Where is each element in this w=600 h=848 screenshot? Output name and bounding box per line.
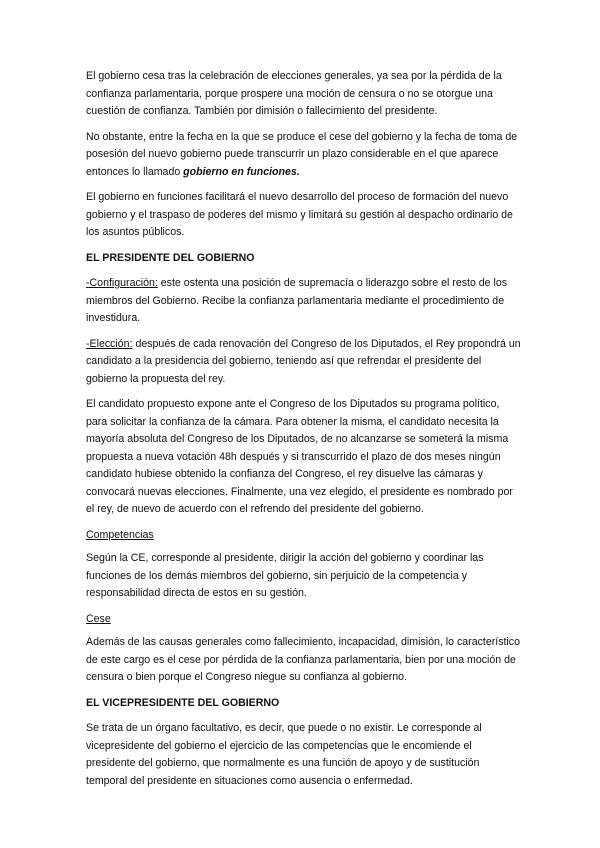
emphasized-term: gobierno en funciones. (183, 165, 300, 178)
heading-presidente: EL PRESIDENTE DEL GOBIERNO (86, 251, 255, 264)
paragraph-competencias: Según la CE, corresponde al presidente, dirigir la acción del gobierno y coordinar las funciones de los demás miembros del gobierno, sin perjuicio de la competencia y responsabilidad directa de estos en su gestión. (86, 552, 484, 599)
paragraph-vicepresidente: Se trata de un órgano facultativo, es decir, que puede o no existir. Le corresponde al vicepresidente del gobierno el ejercicio de las competencias que le encomiende el presidente del gobierno, que normalmente es una función de apoyo y de sustitución temporal del presidente en situaciones como ausencia o enfermedad. (86, 722, 482, 787)
label-configuracion: -Configuración: (86, 277, 158, 289)
text-eleccion: después de cada renovación del Congreso de los Diputados, el Rey propondrá un candidato a la presidencia del gobierno, teniendo así que refrendar el presidente del gobierno la propuesta del rey. (86, 337, 521, 385)
paragraph-cese-gobierno: El gobierno cesa tras la celebración de elecciones generales, ya sea por la pérdida de la confianza parlamentaria, porque prospere una moción de censura o no se otorgue una cuestión de confianza. También por dimisión o fallecimiento del presidente. (86, 70, 502, 117)
paragraph-cese: Además de las causas generales como fallecimiento, incapacidad, dimisión, lo característico de este cargo es el cese por pérdida de la confianza parlamentaria, bien por una moción de censura o bien porque el Congreso niegue su confianza al gobierno. (86, 636, 520, 683)
paragraph-eleccion (86, 336, 522, 389)
paragraph-text: No obstante, entre la fecha en la que se produce el cese del gobierno y la fecha de toma de posesión del nuevo gobierno puede transcurrir un plazo considerable en el que aparece entonces lo llamado (86, 130, 518, 178)
paragraph-configuracion (86, 275, 522, 328)
paragraph-gobierno-funciones-intro (86, 129, 522, 182)
subheading-competencias: Competencias (86, 528, 154, 541)
subheading-cese: Cese (86, 612, 111, 625)
paragraph-gobierno-funciones: El gobierno en funciones facilitará el nuevo desarrollo del proceso de formación del nuevo gobierno y el traspaso de poderes del mismo y limitará su gestión al despacho ordinario de los asuntos públicos. (86, 191, 513, 238)
heading-vicepresidente: EL VICEPRESIDENTE DEL GOBIERNO (86, 696, 280, 709)
text-configuracion: este ostenta una posición de supremacía o liderazgo sobre el resto de los miembros del Gobierno. Recibe la confianza parlamentaria mediante el procedimiento de investidura. (86, 277, 508, 324)
label-eleccion: -Elección: (86, 337, 133, 350)
paragraph-candidato: El candidato propuesto expone ante el Congreso de los Diputados su programa político, para solicitar la confianza de la cámara. Para obtener la misma, el candidato necesita la mayoría absoluta del Congreso de los Diputados, de no alcanzarse se someterá la misma propuesta a nueva votación 48h después y si transcurrido el plazo de dos meses ningún candidato hubiese obtenido la confianza del Congreso, el rey disuelve las cámaras y convocará nuevas elecciones. Finalmente, una vez elegido, el presidente es nombrado por el rey, de nuevo de acuerdo con el refrendo del presidente del gobierno. (86, 398, 513, 515)
